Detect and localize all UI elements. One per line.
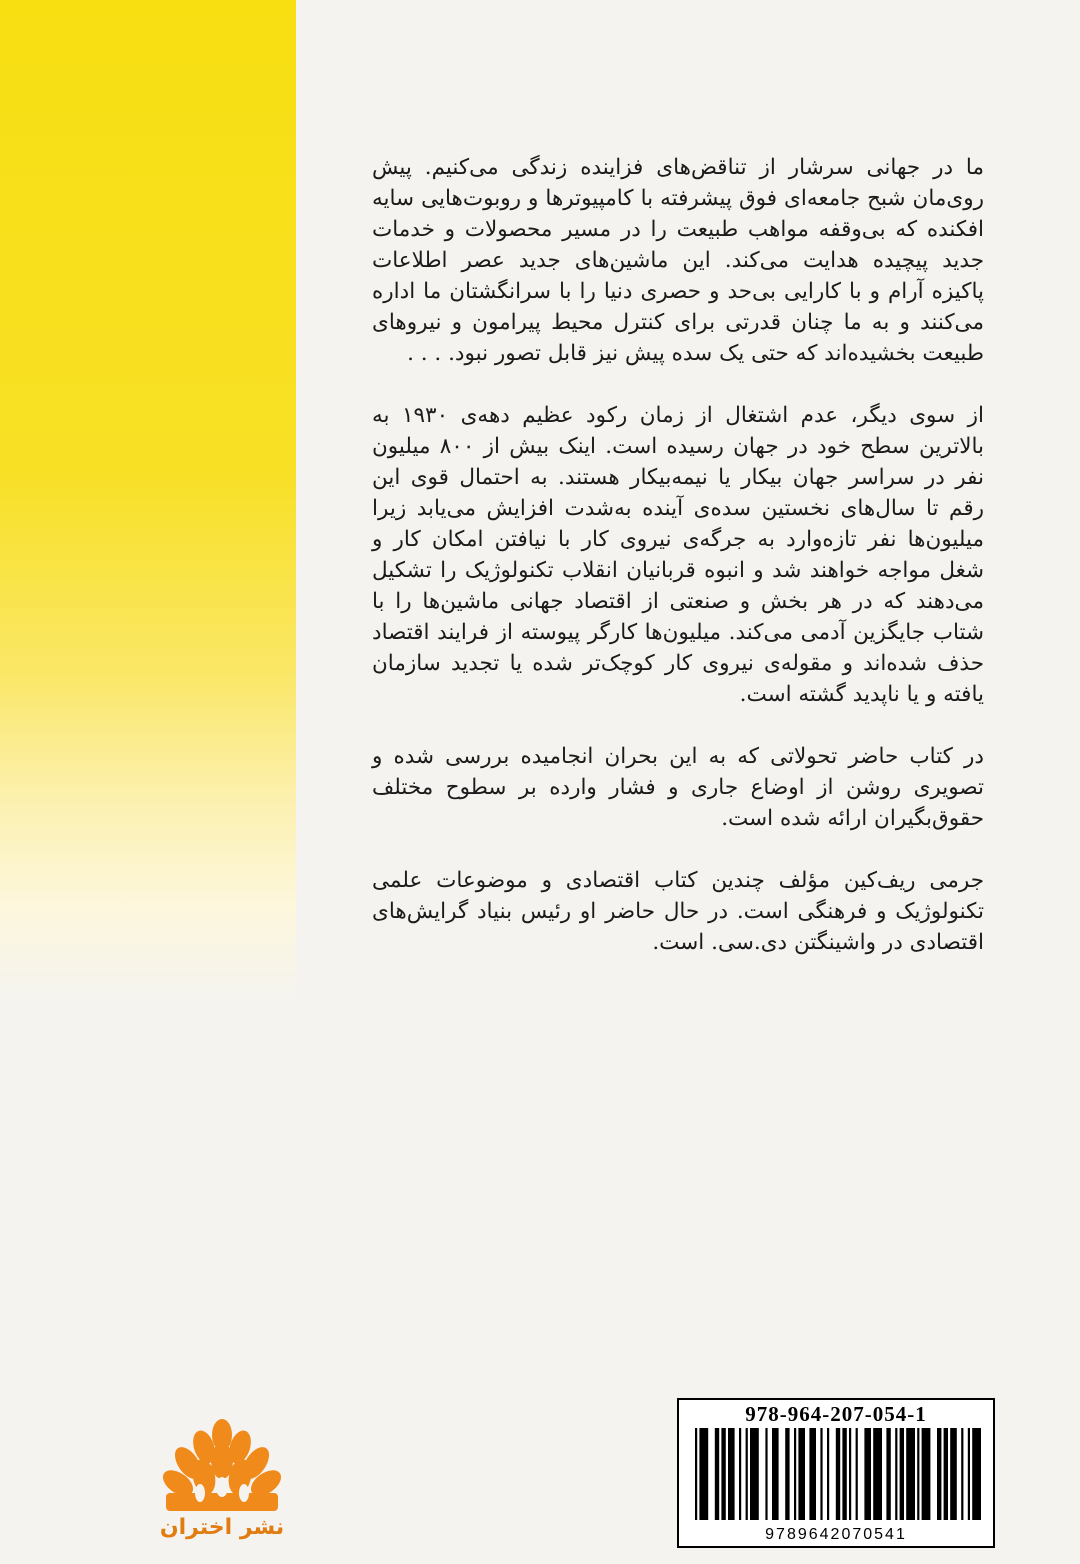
barcode-bar [900, 1428, 904, 1520]
barcode-bar [739, 1428, 741, 1520]
isbn-barcode [677, 1398, 995, 1548]
barcode-digits: 9789642070541 [765, 1526, 907, 1543]
blurb-paragraph-2: از سوی دیگر، عدم اشتغال از زمان رکود عظیم دهه‌ی ۱۹۳۰ به بالاترین سطح خود در جهان رسیده است. اینک بیش از ۸۰۰ میلیون نفر در سراسر جهان بیکار یا نیمه‌بیکار هستند. به احتمال قوی این رقم تا سال‌های نخستین سده‌ی آینده به‌شدت افزایش می‌یابد زیرا میلیون‌ها نفر تازه‌وارد به جرگه‌ی نیروی کار با نیافتن امکان کار و شغل مواجه خواهند شد و انبوه قربانیان انقلاب تکنولوژیک را تشکیل می‌دهند که در هر بخش و صنعتی از اقتصاد جهانی ماشین‌ها را با شتاب جایگزین آدمی می‌کند. میلیون‌ها کارگر پیوسته از فرایند اقتصاد حذف شده‌اند و مقوله‌ی نیروی کار کوچک‌تر شده یا تجدید سازمان یافته و یا ناپدید گشته است. [372, 403, 984, 707]
barcode-bar [772, 1428, 779, 1520]
barcode-bar [794, 1428, 796, 1520]
blurb-paragraph-4: جرمی ریف‌کین مؤلف چندین کتاب اقتصادی و موضوعات علمی تکنولوژیک و فرهنگی است. در حال حاضر او رئیس بنیاد گرایش‌های اقتصادی در واشینگتن دی.سی. است. [372, 868, 984, 955]
barcode-bar [798, 1428, 805, 1520]
isbn-number: 978-964-207-054-1 [745, 1402, 927, 1426]
barcode-bar [917, 1428, 919, 1520]
flower-dome-icon [158, 1415, 286, 1515]
barcode-bar [944, 1428, 948, 1520]
barcode-bar [886, 1428, 890, 1520]
barcode-bar [695, 1428, 697, 1520]
publisher-name: نشر اختران [159, 1515, 285, 1540]
barcode-bar [922, 1428, 931, 1520]
back-cover-blurb [372, 152, 984, 989]
barcode-bar [785, 1428, 789, 1520]
barcode-bar [836, 1428, 840, 1520]
barcode-bar [842, 1428, 846, 1520]
barcode-bar [968, 1428, 970, 1520]
barcode-bar [750, 1428, 759, 1520]
barcode-bar [906, 1428, 915, 1520]
barcode-bar [856, 1428, 858, 1520]
barcode-bar [721, 1428, 725, 1520]
barcode-bar [728, 1428, 735, 1520]
yellow-gradient-band [0, 0, 296, 1564]
barcode-bar [864, 1428, 871, 1520]
barcode-bar [873, 1428, 882, 1520]
barcode-bar [765, 1428, 767, 1520]
barcode-bar [937, 1428, 941, 1520]
barcode-bar [961, 1428, 963, 1520]
barcode-bar [809, 1428, 816, 1520]
barcode-bar [699, 1428, 708, 1520]
barcode-bar [950, 1428, 957, 1520]
barcode-bar [820, 1428, 822, 1520]
blurb-paragraph-3: در کتاب حاضر تحولاتی که به این بحران انجامیده بررسی شده و تصویری روشن از اوضاع جاری و فشار وارده بر سطوح مختلف حقوق‌بگیران ارائه شده است. [372, 744, 984, 831]
barcode-bar [827, 1428, 829, 1520]
barcode-bar [715, 1428, 719, 1520]
barcode-bar [849, 1428, 851, 1520]
barcode-bars [691, 1428, 981, 1520]
barcode-bar [895, 1428, 897, 1520]
blurb-paragraph-1: ما در جهانی سرشار از تناقض‌های فزاینده زندگی می‌کنیم. پیش روی‌مان شبح جامعه‌ای فوق پیشرفته با کامپیوترها و روبوت‌هایی سایه افکنده که بی‌وقفه مواهب طبیعت را در مسیر محصولات و خدمات جدید پیچیده هدایت می‌کند. این ماشین‌های جدید عصر اطلاعات پاکیزه آرام و با کارایی بی‌حد و حصری دنیا را با سرانگشتان ما اداره می‌کنند و به ما چنان قدرتی برای کنترل محیط پیرامون و نیروهای طبیعت بخشیده‌اند که حتی یک سده پیش نیز قابل تصور نبود. . . . [372, 155, 984, 366]
barcode-bar [972, 1428, 981, 1520]
barcode-bar [746, 1428, 748, 1520]
